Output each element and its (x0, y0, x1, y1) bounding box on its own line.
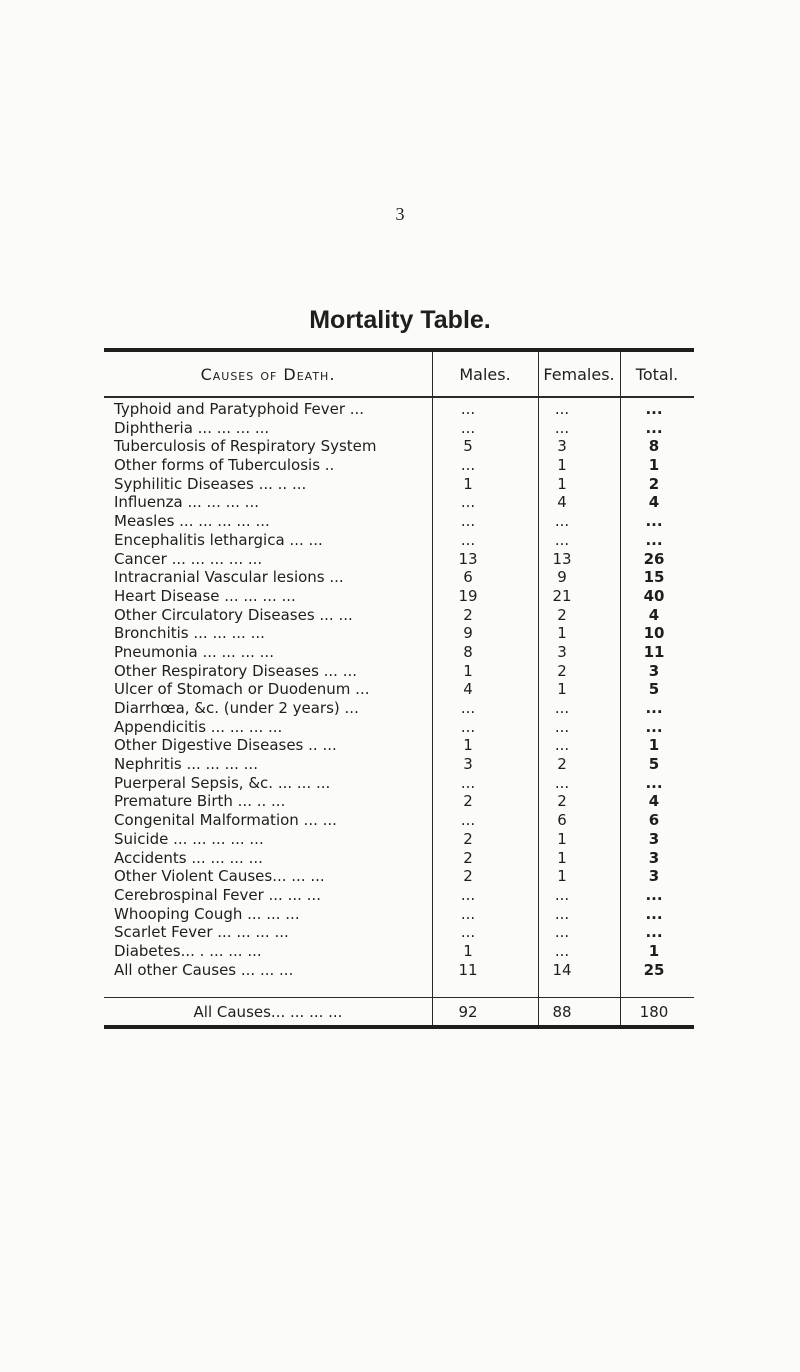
total-cell: ... (645, 717, 663, 736)
males-cell: 11 (458, 960, 478, 979)
table-row (104, 606, 694, 625)
males-cell: 1 (463, 736, 473, 755)
total-cell: 25 (643, 960, 665, 979)
females-cell: ... (554, 773, 570, 792)
females-cell: 1 (557, 829, 567, 848)
cause-cell: Other Circulatory Diseases ... ... (114, 605, 353, 624)
cause-cell: All other Causes ... ... ... (114, 960, 294, 979)
total-cell: ... (645, 923, 663, 942)
males-cell: 1 (463, 474, 473, 493)
males-cell: ... (460, 904, 476, 923)
total-cell: 3 (648, 661, 660, 680)
table-row (104, 643, 694, 662)
males-cell: 9 (463, 624, 473, 643)
males-cell: ... (460, 923, 476, 942)
females-cell: ... (554, 904, 570, 923)
total-cell: ... (645, 530, 663, 549)
total-cell: 10 (643, 624, 665, 643)
totals-males: 92 (458, 1003, 478, 1021)
females-cell: ... (554, 400, 570, 418)
page-title: Mortality Table. (309, 306, 491, 334)
table-row (104, 437, 694, 456)
cause-cell: Diarrhœa, &c. (under 2 years) ... (114, 699, 359, 717)
cause-cell: Suicide ... ... ... ... ... (114, 829, 264, 848)
table-row (104, 811, 694, 830)
total-cell: ... (645, 400, 663, 418)
males-cell: 3 (463, 755, 473, 774)
table-row (104, 755, 694, 774)
table-row (104, 662, 694, 681)
cause-cell: Heart Disease ... ... ... ... (114, 586, 296, 605)
males-cell: 19 (458, 586, 478, 605)
cause-cell: Other forms of Tuberculosis .. (114, 456, 335, 475)
total-cell: 5 (648, 755, 660, 774)
females-cell: ... (554, 941, 570, 960)
totals-row (104, 1000, 694, 1024)
table-row (104, 830, 694, 849)
females-cell: 21 (552, 586, 572, 605)
table-row (104, 774, 694, 793)
females-cell: 1 (557, 624, 567, 643)
cause-cell: Intracranial Vascular lesions ... (114, 568, 344, 587)
cause-cell: Measles ... ... ... ... ... (114, 512, 270, 531)
cause-cell: Diphtheria ... ... ... ... (114, 418, 270, 437)
total-cell: ... (645, 699, 663, 717)
total-cell: 4 (648, 792, 660, 811)
total-cell: 1 (648, 456, 660, 475)
males-cell: ... (460, 456, 476, 475)
males-cell: 6 (463, 568, 473, 587)
totals-total: 180 (639, 1003, 669, 1021)
table-row (104, 849, 694, 868)
total-cell: 3 (648, 848, 660, 867)
total-rule (104, 997, 694, 998)
females-cell: ... (554, 717, 570, 736)
header-causes: Causes of Death. (200, 364, 336, 384)
table-row (104, 736, 694, 755)
cause-cell: Other Digestive Diseases .. ... (114, 736, 337, 755)
table-row (104, 531, 694, 550)
page-number: 3 (395, 204, 405, 224)
cause-cell: Syphilitic Diseases ... .. ... (114, 474, 307, 493)
females-cell: 2 (557, 792, 567, 811)
males-cell: 2 (463, 829, 473, 848)
males-cell: ... (460, 400, 476, 418)
table-row (104, 942, 694, 961)
females-cell: 2 (557, 661, 567, 680)
cause-cell: Congenital Malformation ... ... (114, 811, 337, 830)
table-row (104, 493, 694, 512)
table-row (104, 512, 694, 531)
cause-cell: Ulcer of Stomach or Duodenum ... (114, 680, 370, 699)
table-row (104, 624, 694, 643)
table-row (104, 456, 694, 475)
table-row (104, 419, 694, 438)
females-cell: 3 (557, 437, 567, 456)
total-cell: 2 (648, 474, 660, 493)
males-cell: ... (460, 493, 476, 512)
mortality-table-body (104, 400, 694, 979)
table-bottom-rule (104, 1025, 694, 1029)
males-cell: 13 (458, 549, 478, 568)
table-row (104, 587, 694, 606)
header-underline (104, 396, 432, 398)
cause-cell: Puerperal Sepsis, &c. ... ... ... (114, 773, 331, 792)
table-row (104, 867, 694, 886)
cause-cell: Premature Birth ... .. ... (114, 792, 286, 811)
males-cell: ... (460, 885, 476, 904)
cause-cell: Bronchitis ... ... ... ... (114, 624, 265, 643)
males-cell: 1 (463, 941, 473, 960)
males-cell: ... (460, 512, 476, 531)
table-row (104, 961, 694, 980)
females-cell: 1 (557, 867, 567, 886)
females-cell: 9 (557, 568, 567, 587)
table-row (104, 550, 694, 569)
cause-cell: Scarlet Fever ... ... ... ... (114, 923, 289, 942)
header-total: Total. (635, 364, 679, 384)
cause-cell: Encephalitis lethargica ... ... (114, 530, 323, 549)
females-cell: 1 (557, 456, 567, 475)
total-cell: 1 (648, 736, 660, 755)
males-cell: ... (460, 717, 476, 736)
cause-cell: Cancer ... ... ... ... ... (114, 549, 263, 568)
cause-cell: Accidents ... ... ... ... (114, 848, 263, 867)
total-cell: 15 (643, 568, 665, 587)
females-cell: ... (554, 885, 570, 904)
females-cell: 2 (557, 755, 567, 774)
cause-cell: Typhoid and Paratyphoid Fever ... (114, 400, 365, 418)
total-cell: ... (645, 904, 663, 923)
females-cell: 1 (557, 474, 567, 493)
total-cell: 4 (648, 605, 660, 624)
table-row (104, 718, 694, 737)
males-cell: ... (460, 530, 476, 549)
females-cell: ... (554, 736, 570, 755)
females-cell: 1 (557, 680, 567, 699)
cause-cell: Other Violent Causes... ... ... (114, 867, 325, 886)
table-row (104, 475, 694, 494)
table-row (104, 568, 694, 587)
total-cell: ... (645, 885, 663, 904)
females-cell: 14 (552, 960, 572, 979)
cause-cell: Cerebrospinal Fever ... ... ... (114, 885, 321, 904)
total-cell: 5 (648, 680, 660, 699)
table-row (104, 792, 694, 811)
cause-cell: Pneumonia ... ... ... ... (114, 642, 274, 661)
males-cell: ... (460, 811, 476, 830)
header-females: Females. (543, 364, 615, 384)
table-row (104, 680, 694, 699)
females-cell: 1 (557, 848, 567, 867)
males-cell: 8 (463, 642, 473, 661)
total-cell: 6 (648, 811, 660, 830)
females-cell: 13 (552, 549, 572, 568)
total-cell: 8 (648, 437, 660, 456)
males-cell: ... (460, 773, 476, 792)
cause-cell: Influenza ... ... ... ... (114, 493, 259, 512)
cause-cell: Diabetes... . ... ... ... (114, 941, 262, 960)
total-cell: 4 (648, 493, 660, 512)
males-cell: ... (460, 418, 476, 437)
females-cell: 2 (557, 605, 567, 624)
total-cell: ... (645, 773, 663, 792)
table-row (104, 923, 694, 942)
females-cell: 6 (557, 811, 567, 830)
females-cell: 3 (557, 642, 567, 661)
females-cell: ... (554, 418, 570, 437)
cause-cell: Appendicitis ... ... ... ... (114, 717, 283, 736)
total-cell: 1 (648, 941, 660, 960)
total-cell: 3 (648, 829, 660, 848)
males-cell: 5 (463, 437, 473, 456)
females-cell: ... (554, 530, 570, 549)
males-cell: 2 (463, 867, 473, 886)
table-row (104, 905, 694, 924)
cause-cell: Other Respiratory Diseases ... ... (114, 661, 358, 680)
total-cell: 40 (643, 586, 665, 605)
total-cell: ... (645, 418, 663, 437)
males-cell: 4 (463, 680, 473, 699)
males-cell: ... (460, 699, 476, 717)
males-cell: 1 (463, 661, 473, 680)
females-cell: ... (554, 512, 570, 531)
table-row (104, 400, 694, 419)
table-row (104, 886, 694, 905)
totals-females: 88 (552, 1003, 572, 1021)
header-underline (432, 396, 694, 398)
total-cell: 26 (643, 549, 665, 568)
cause-cell: Tuberculosis of Respiratory System (114, 437, 377, 456)
total-cell: 11 (643, 642, 665, 661)
header-males: Males. (459, 364, 511, 384)
females-cell: 4 (557, 493, 567, 512)
females-cell: ... (554, 923, 570, 942)
cause-cell: Whooping Cough ... ... ... (114, 904, 300, 923)
males-cell: 2 (463, 848, 473, 867)
total-cell: ... (645, 512, 663, 531)
males-cell: 2 (463, 605, 473, 624)
cause-cell: Nephritis ... ... ... ... (114, 755, 258, 774)
females-cell: ... (554, 699, 570, 717)
totals-label: All Causes... ... ... ... (193, 1003, 343, 1021)
table-row (104, 699, 694, 718)
males-cell: 2 (463, 792, 473, 811)
total-cell: 3 (648, 867, 660, 886)
